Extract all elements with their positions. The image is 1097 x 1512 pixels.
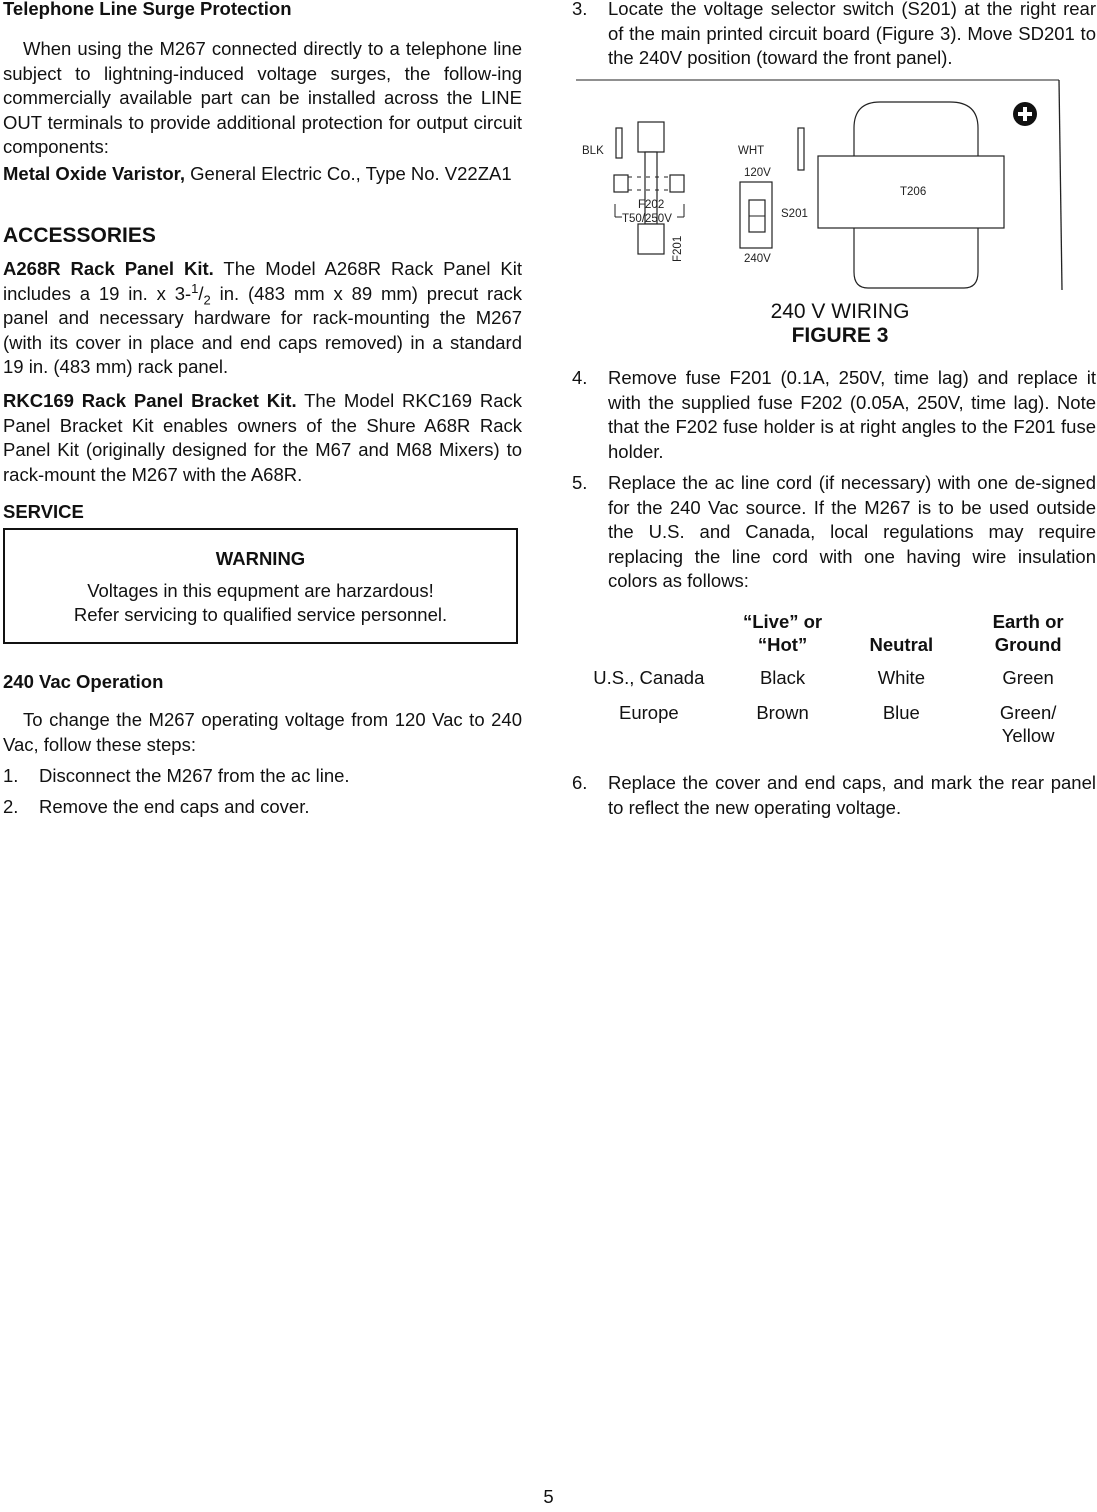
a268r-paragraph: A268R Rack Panel Kit. The Model A268R Rack Panel Kit includes a 19 in. x $3-^1/_2$ in. (483 mm x 89 mm) precut rack panel and necessary hardware for rack-mounting the M267 (with its cover in place and end caps removed) in a standard 19 in. (483 mm) rack panel.	[3, 258, 522, 377]
f202-clip-right	[670, 175, 684, 192]
header-live: “Live” or “Hot”	[742, 611, 823, 655]
step-text: Disconnect the M267 from the ac line.	[39, 765, 350, 786]
v120-label: 120V	[744, 167, 771, 179]
v240-label: 240V	[744, 253, 771, 265]
fuse-clip-bottom	[638, 224, 664, 254]
step-text: Replace the ac line cord (if necessary) with one de-signed for the 240 Vac source. If the M267 is to be used outside the U.S. and Canada, local regulations may require replacing the line cord with one having wire insulation colors as follows:	[608, 472, 1096, 591]
warning-title: WARNING	[215, 548, 306, 569]
cell-earth: Green/ Yellow	[999, 702, 1057, 746]
step-text: Remove the end caps and cover.	[39, 795, 310, 817]
rkc169-paragraph	[3, 389, 522, 487]
vac-paragraph: To change the M267 operating voltage from 120 Vac to 240 Vac, follow these steps:	[3, 709, 522, 755]
step-number: 1.	[3, 765, 19, 786]
figure-caption	[572, 300, 1097, 348]
table-header-row	[576, 610, 1097, 656]
step-number: 6.	[572, 772, 588, 793]
warning-box	[3, 528, 518, 644]
f202-clip-left	[614, 175, 628, 192]
t206-label: T206	[900, 186, 927, 198]
cell-live: Brown	[756, 702, 809, 723]
accessories-heading: ACCESSORIES	[3, 224, 156, 247]
cell-region: U.S., Canada	[593, 667, 705, 688]
surge-heading: Telephone Line Surge Protection	[3, 0, 292, 19]
steps-list-left	[3, 764, 522, 819]
t50-label: T50/250V	[622, 213, 672, 225]
step-number: 2.	[3, 795, 19, 817]
cell-neutral: Blue	[882, 702, 920, 723]
mov-label: Metal Oxide Varistor,	[3, 163, 185, 184]
wire-color-table	[576, 610, 1097, 747]
s201-label: S201	[781, 208, 808, 220]
figure-title: 240 V WIRING	[770, 300, 910, 323]
list-item	[572, 771, 1096, 820]
wht-terminal	[798, 128, 804, 170]
steps-list-mid	[572, 366, 1096, 594]
step-number: 4.	[572, 367, 588, 388]
step-text: Locate the voltage selector switch (S201) at the right rear of the main printed circuit board (Figure 3). Move SD201 to the 240V position (toward the front panel).	[608, 0, 1096, 68]
header-neutral: Neutral	[869, 634, 934, 655]
rkc169-text: The Model RKC169 Rack Panel Bracket Kit enables owners of the Shure A68R Rack Panel Kit (originally designed for the M67 and M68 Mixers) to rack-mount the M267 with the A68R.	[3, 390, 522, 485]
mov-paragraph	[3, 162, 522, 187]
blk-terminal	[616, 128, 622, 158]
step-number: 5.	[572, 472, 588, 493]
mov-text: General Electric Co., Type No. V22ZA1	[185, 163, 512, 184]
wiring-diagram	[572, 76, 1072, 298]
vac-heading: 240 Vac Operation	[3, 671, 164, 692]
page-number: 5	[543, 1486, 554, 1507]
f201-label: F201	[672, 235, 684, 262]
list-item	[3, 795, 522, 820]
rkc169-label: RKC169 Rack Panel Bracket Kit.	[3, 390, 297, 411]
cell-region: Europe	[619, 702, 679, 723]
a268r-text-pre: The Model A268R Rack Panel Kit includes a 19 in. x 3-	[3, 258, 522, 304]
steps-list-top	[572, 0, 1096, 71]
a268r-text-post: in. (483 mm x 89 mm) precut rack panel and necessary hardware for rack-mounting the M267 (with its cover in place and end caps removed) in a standard 19 in. (483 mm) rack panel.	[3, 282, 522, 377]
warning-line-1: Voltages in this equpment are harzardous!	[87, 579, 434, 601]
surge-paragraph: When using the M267 connected directly to a telephone line subject to lightning-induced voltage surges, the follow-ing commercially available part can be installed across the LINE OUT terminals to provide additional protection for output circuit components:	[3, 38, 522, 157]
table-row	[576, 689, 1097, 747]
header-earth: Earth or Ground	[992, 611, 1064, 655]
fuse-clip-top	[638, 122, 664, 152]
steps-list-bottom	[572, 771, 1096, 820]
blk-label: BLK	[582, 145, 604, 157]
step-text: Replace the cover and end caps, and mark the rear panel to reflect the new operating voltage.	[608, 772, 1096, 818]
fraction-denominator: 2	[203, 292, 211, 308]
wht-label: WHT	[738, 145, 765, 157]
list-item	[572, 0, 1096, 71]
table-row	[576, 656, 1097, 689]
warning-line-2: Refer servicing to qualified service personnel.	[73, 604, 448, 625]
a268r-label: A268R Rack Panel Kit.	[3, 258, 214, 279]
service-heading: SERVICE	[3, 501, 84, 522]
cell-earth: Green	[1002, 667, 1054, 688]
screw-icon	[1013, 102, 1037, 126]
figure-number: FIGURE 3	[791, 324, 889, 347]
list-item	[572, 366, 1096, 464]
list-item	[3, 764, 522, 789]
cell-neutral: White	[877, 667, 925, 688]
f202-label: F202	[638, 199, 665, 211]
board-right-edge	[1059, 80, 1062, 290]
fraction-numerator: 1	[191, 280, 199, 296]
cell-live: Black	[759, 667, 806, 688]
step-text: Remove fuse F201 (0.1A, 250V, time lag) and replace it with the supplied fuse F202 (0.05A, 250V, time lag). Note that the F202 fuse holder is at right angles to the F201 fuse holder.	[608, 367, 1096, 462]
step-number: 3.	[572, 0, 588, 19]
list-item	[572, 471, 1096, 594]
